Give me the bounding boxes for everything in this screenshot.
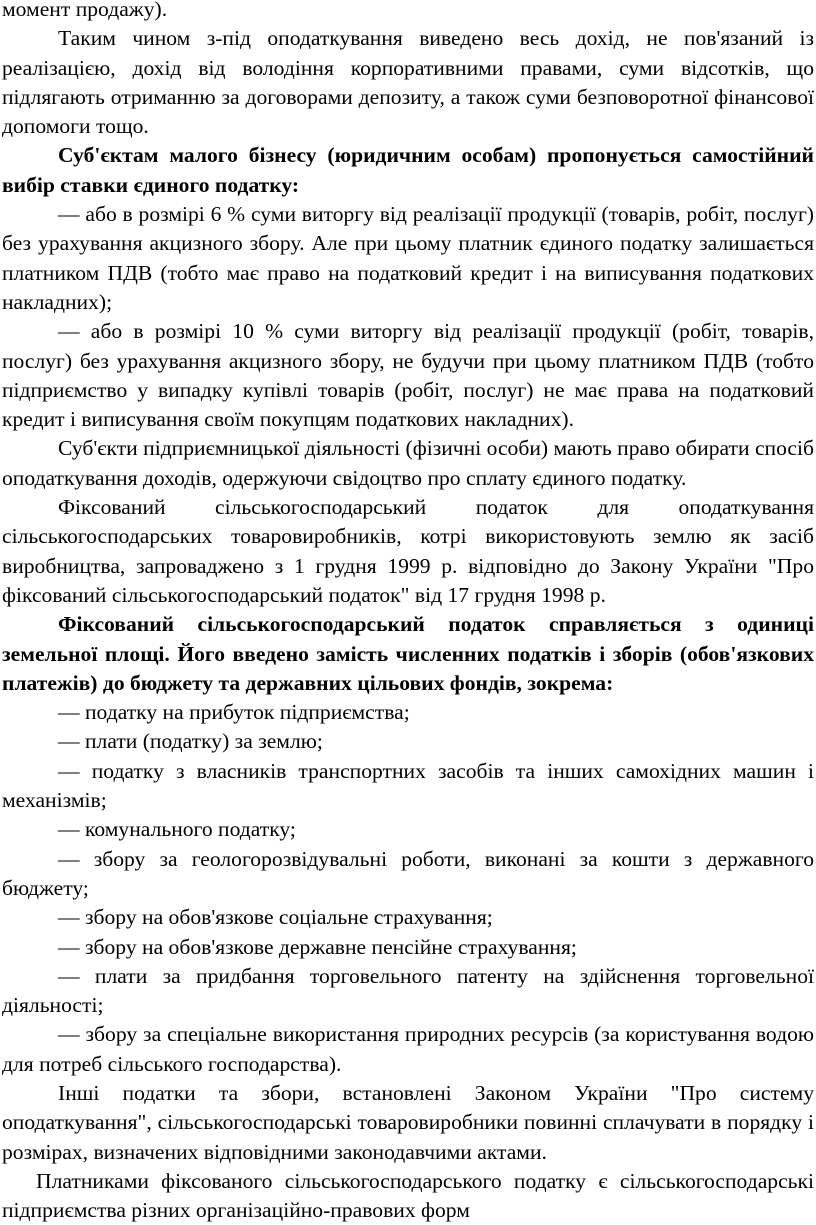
paragraph-payers: Платниками фіксованого сільськогосподарського податку є сільськогосподарські підприємства різних організаційно-правових форм <box>2 1168 814 1223</box>
list-item-natural-resources: — збору за спеціальне використання природних ресурсів (за користування водою для потреб сільського господарства). <box>2 1022 814 1076</box>
document-page <box>2 0 814 1225</box>
list-item-profit-tax: — податку на прибуток підприємства; <box>58 700 410 725</box>
list-item-communal-tax: — комунального податку; <box>58 817 296 842</box>
list-item-geology-fee: — збору за геологорозвідувальні роботи, виконані за кошти з державного бюджету; <box>2 846 814 900</box>
paragraph-fixed-agri-tax: Фіксований сільськогосподарський податок для оподаткування сільськогосподарських товаровиробників, котрі використовують землю як засіб виробництва, запроваджено з 1 грудня 1999 р. відповідно до Закону України "Про фіксований сільськогосподарський податок" від 17 грудня 1998 р. <box>2 495 814 607</box>
list-item-vehicle-tax: — податку з власників транспортних засобів та інших самохідних машин і механізмів; <box>2 758 814 813</box>
list-item-6-percent: — або в розмірі 6 % суми виторгу від реалізації продукції (товарів, робіт, послуг) без урахування акцизного збору. Але при цьому платник єдиного податку залишається платником ПДВ (тобто має право на податковий кредит і на виписування податкових накладних); <box>2 202 814 314</box>
list-item-land-tax: — плати (податку) за землю; <box>58 729 323 754</box>
paragraph-small-business-heading: Суб'єктам малого бізнесу (юридичним особам) пропонується самостійний вибір ставки єдиного податку: <box>2 143 814 197</box>
paragraph-tax-exemptions: Таким чином з-під оподаткування виведено весь дохід, не пов'язаний із реалізацією, дохід від володіння корпоративними правами, суми відсотків, що підлягають отриманню за договорами депозиту, а також суми безповоротної фінансової допомоги тощо. <box>2 26 814 139</box>
paragraph-other-taxes: Інші податки та збори, встановлені Законом України "Про систему оподаткування", сільськогосподарські товаровиробники повинні сплачувати в порядку і розмірах, визначених відповідними законодавчими актами. <box>2 1080 814 1164</box>
list-item-social-insurance: — збору на обов'язкове соціальне страхування; <box>58 905 493 930</box>
paragraph-individual-entrepreneurs: Суб'єкти підприємницької діяльності (фізичні особи) мають право обирати спосіб оподаткування доходів, одержуючи свідоцтво про сплату єдиного податку. <box>2 436 814 490</box>
paragraph-fixed-agri-tax-heading: Фіксований сільськогосподарський податок справляється з одиниці земельної площі. Його введено замість численних податків і зборів (обов'язкових платежів) до бюджету та державних цільових фондів, зокрема: <box>2 612 814 695</box>
paragraph-continuation: момент продажу). <box>2 0 168 21</box>
list-item-10-percent: — або в розмірі 10 % суми виторгу від реалізації продукції (робіт, товарів, послуг) без урахування акцизного збору, не будучи при цьому платником ПДВ (тобто підприємство у випадку купівлі товарів (робіт, послуг) не має права на податковий кредит і виписування своїм покупцям податкових накладних). <box>2 319 814 432</box>
list-item-trade-patent: — плати за придбання торговельного патенту на здійснення торговельної діяльності; <box>2 963 814 1018</box>
list-item-pension-insurance: — збору на обов'язкове державне пенсійне страхування; <box>58 934 577 959</box>
